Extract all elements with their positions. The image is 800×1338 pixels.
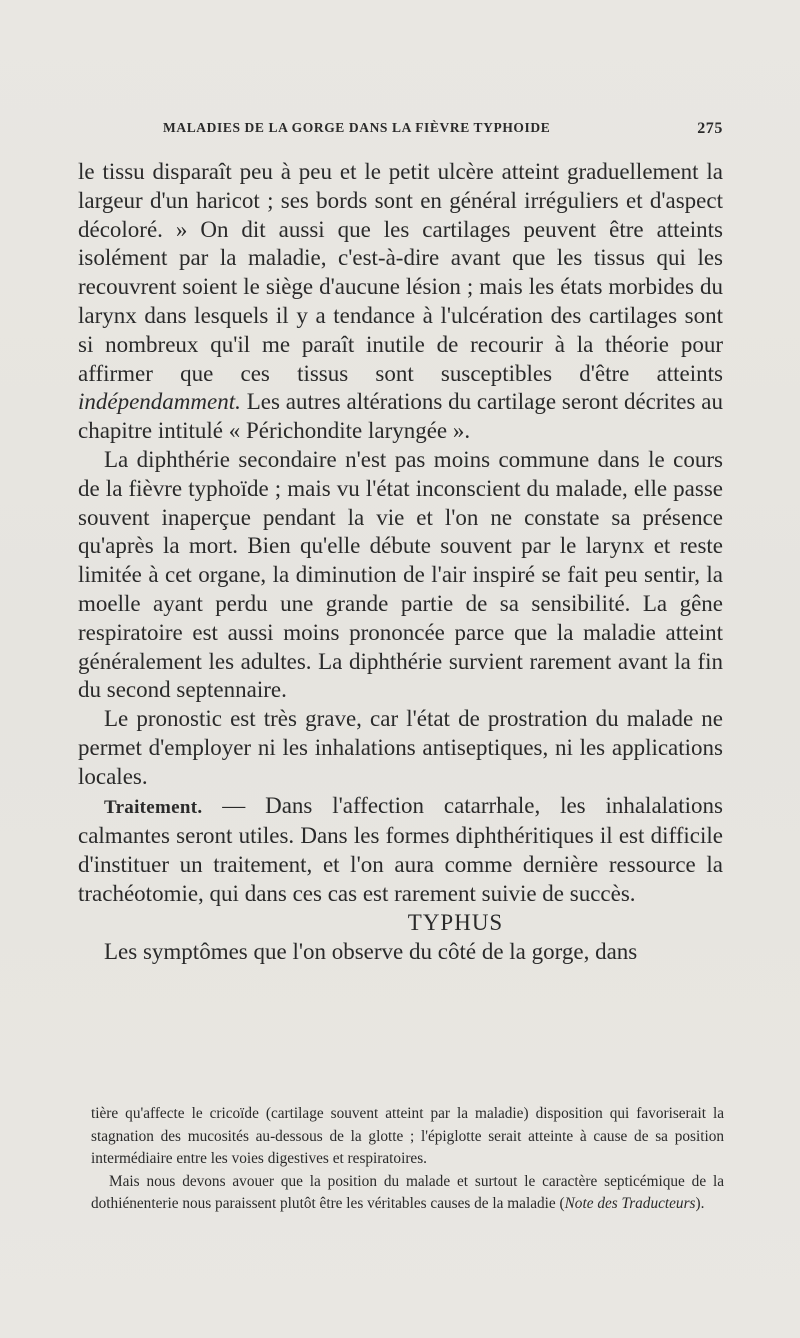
paragraph-1	[78, 158, 723, 446]
footnote-2-tail: ).	[695, 1195, 705, 1213]
footnotes	[91, 1103, 724, 1216]
page-number: 275	[697, 120, 723, 137]
paragraph-4-text: — Dans l'affection catarrhale, les inhalalations calmantes seront utiles. Dans les formes diphthéritiques il est difficile d'instituer un traitement, et l'on aura comme dernière ressource la trachéotomie, qui dans ces cas est rarement suivie de succès.	[78, 792, 723, 906]
footnote-2-emphasis: Note des Traducteurs	[564, 1195, 696, 1213]
paragraph-5: Les symptômes que l'on observe du côté de la gorge, dans	[104, 938, 638, 964]
paragraph-1-emphasis: indépendamment.	[78, 389, 241, 415]
treatment-lead: Traitement.	[104, 796, 203, 818]
paragraph-1-tail: Les autres altérations du cartilage seront décrites au chapitre intitulé « Périchondite laryngée ».	[78, 389, 723, 444]
footnote-1: tière qu'affecte le cricoïde (cartilage souvent atteint par la maladie) disposition qui favoriserait la stagnation des mucosités au-dessous de la glotte ; l'épiglotte serait atteinte à cause de sa position intermédiaire entre les voies digestives et respiratoires.	[91, 1105, 724, 1168]
running-title: MALADIES DE LA GORGE DANS LA FIÈVRE TYPHOIDE	[163, 120, 551, 135]
main-text	[78, 158, 723, 966]
paragraph-4	[78, 792, 723, 909]
footnote-2	[91, 1171, 724, 1216]
paragraph-2: La diphthérie secondaire n'est pas moins commune dans le cours de la fièvre typhoïde ; mais vu l'état inconscient du malade, elle passe souvent inaperçue pendant la vie et l'on ne constate sa présence qu'après la mort. Bien qu'elle débute souvent par le larynx et reste limitée à cet organe, la diminution de l'air inspiré se fait peu sentir, la moelle ayant perdu une grande partie de sa sensibilité. La gêne respiratoire est aussi moins prononcée parce que la maladie atteint généralement les adultes. La diphthérie survient rarement avant la fin du second septennaire.	[78, 446, 723, 703]
paragraph-3: Le pronostic est très grave, car l'état de prostration du malade ne permet d'employer ni les inhalations antiseptiques, ni les applications locales.	[78, 706, 723, 789]
section-heading: TYPHUS	[407, 909, 504, 935]
paragraph-1-text: le tissu disparaît peu à peu et le petit ulcère atteint graduellement la largeur d'un haricot ; ses bords sont en général irréguliers et d'aspect décoloré. » On dit aussi que les cartilages peuvent être atteints isolément par la maladie, c'est-à-dire avant que les tissus qui les recouvrent soient le siège d'aucune lésion ; mais les états morbides du larynx dans lesquels il y a tendance à l'ulcération des cartilages sont si nombreux qu'il me paraît inutile de recourir à la théorie pour affirmer que ces tissus sont susceptibles d'être atteints	[78, 159, 723, 386]
footnote-2-text: Mais nous devons avouer que la position du malade et surtout le caractère septicémique de la dothiénenterie nous paraissent plutôt être les véritables causes de la maladie (	[91, 1172, 724, 1213]
